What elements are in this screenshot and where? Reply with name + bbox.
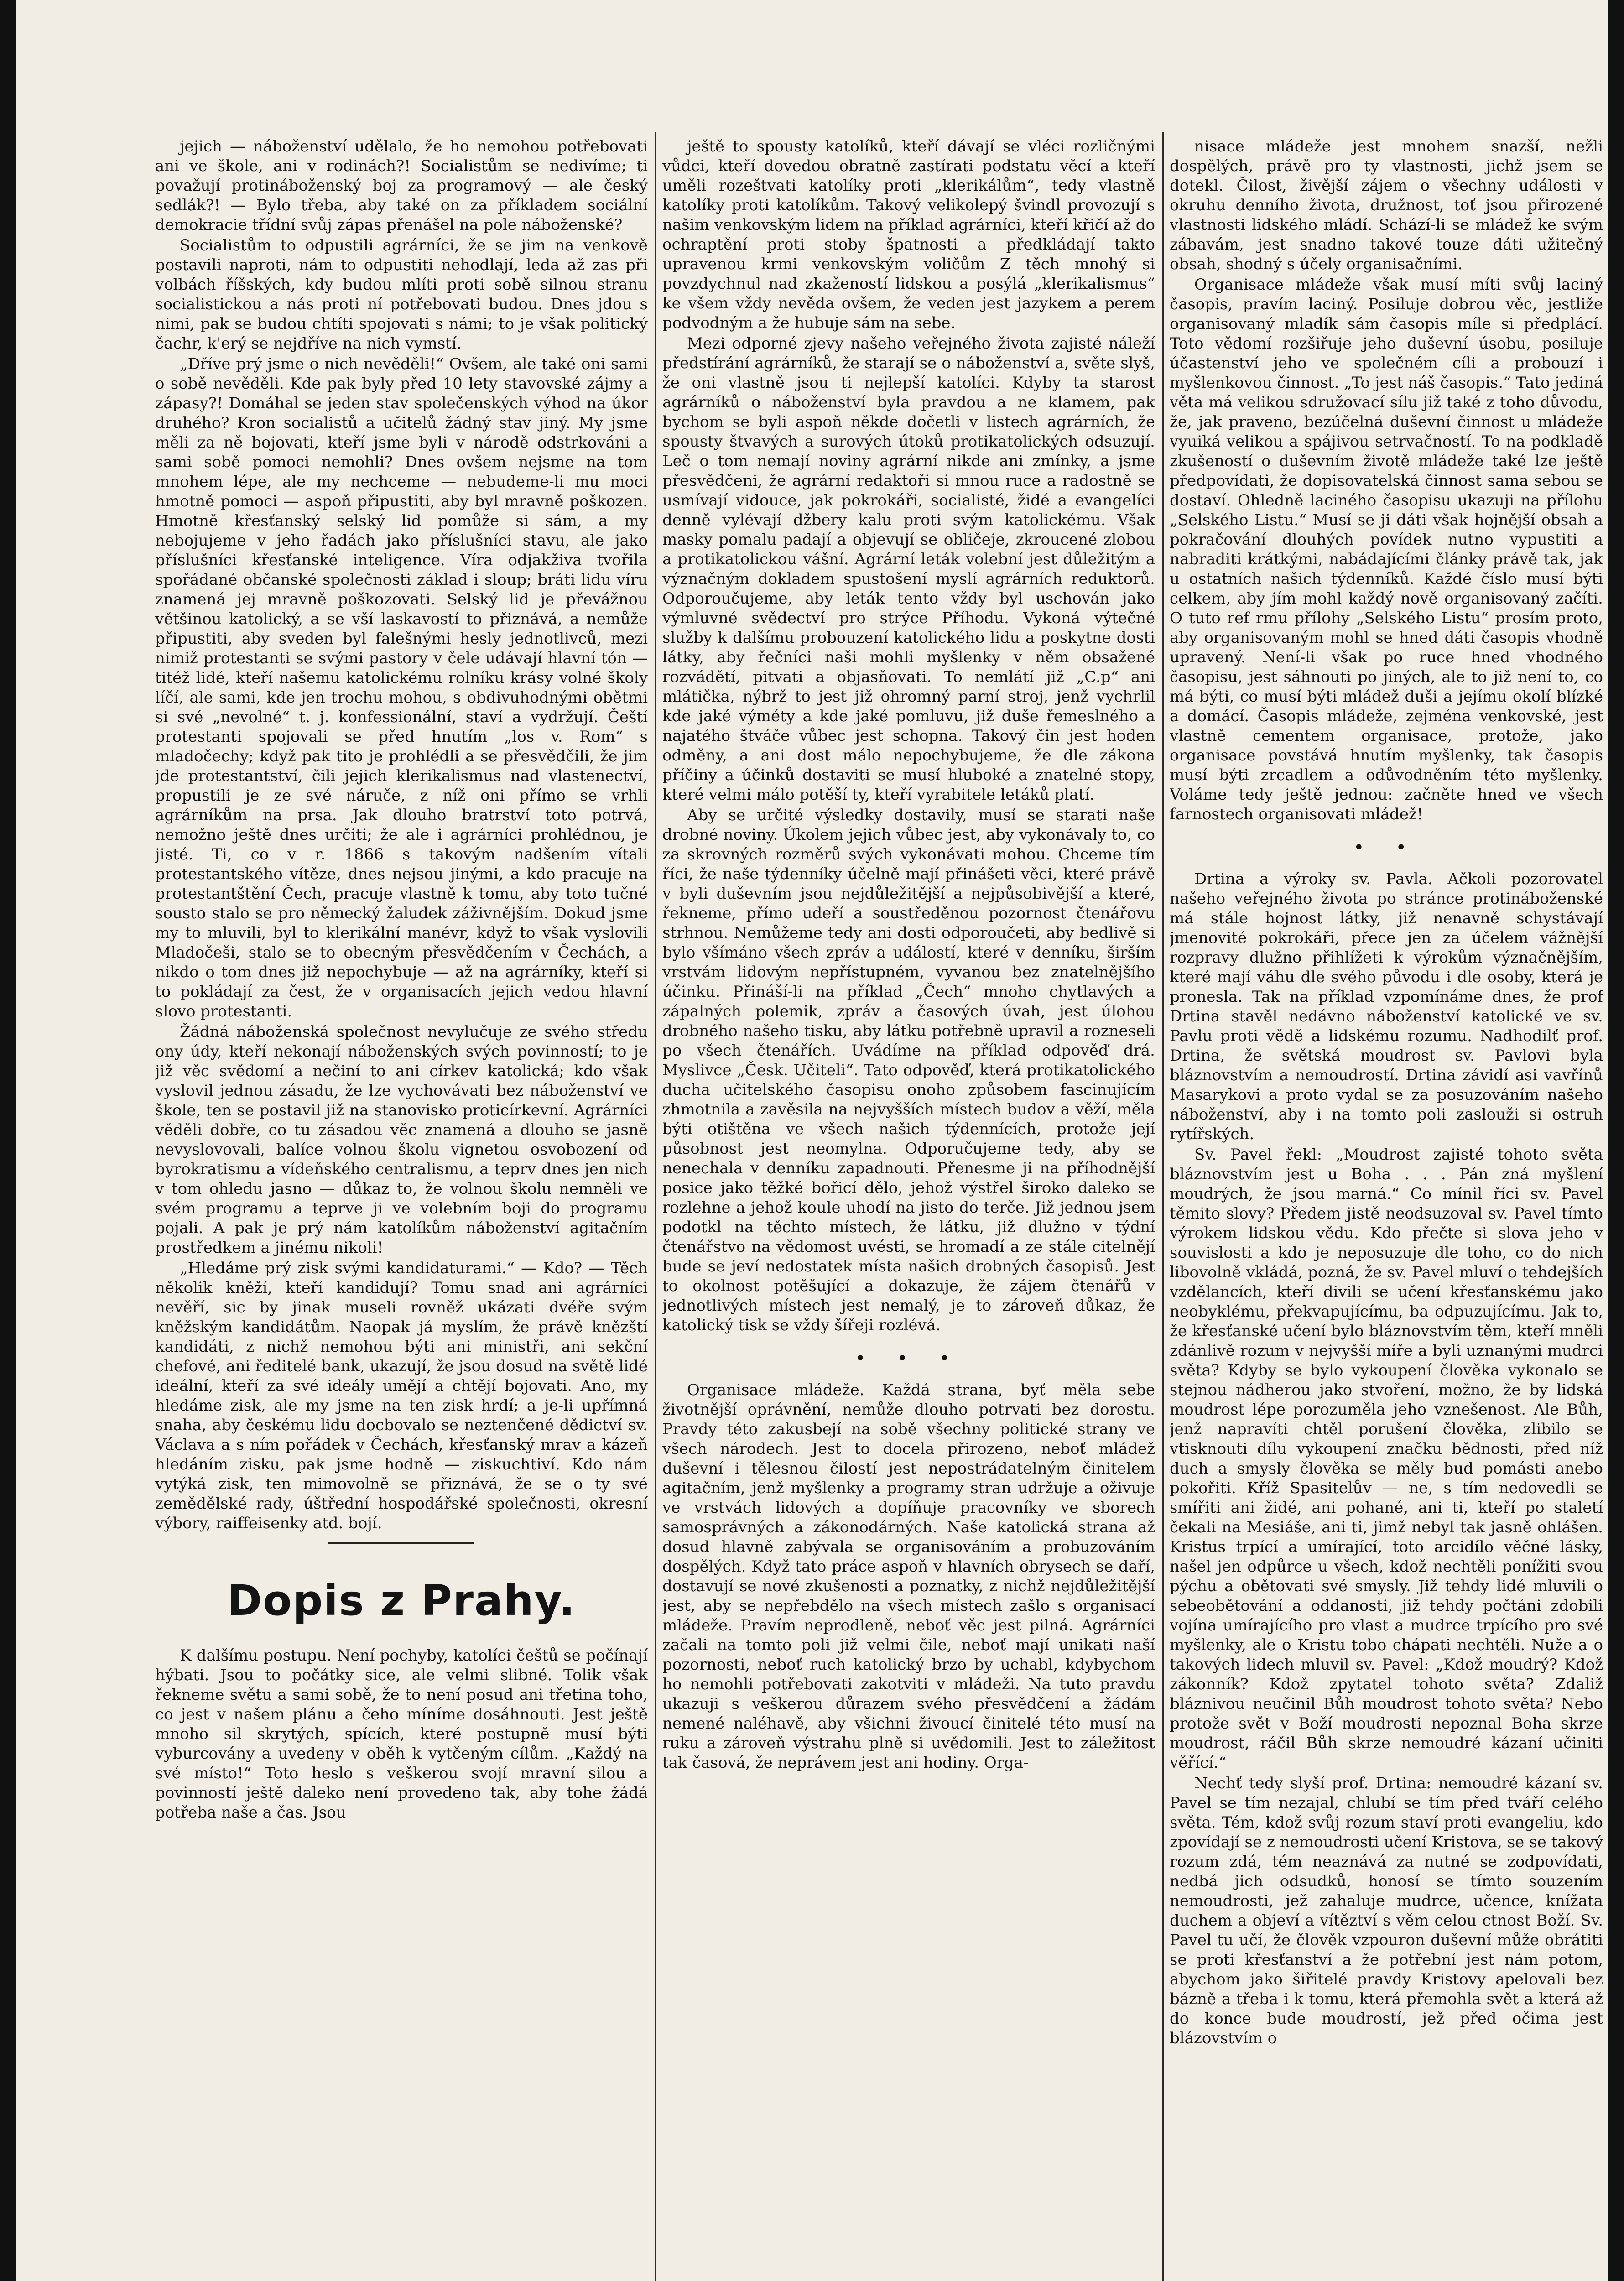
scan-edge-right xyxy=(1608,0,1624,2281)
section-divider xyxy=(328,1542,474,1544)
paragraph: Organisace mládeže. Každá strana, byť měla sebe životnější oprávnění, nemůže dlouho potrvati bez dorostu. Pravdy této zakusbejí na sobě všechny politické strany ve všech národech. Jest to docela přirozeno, neboť mládež duševní i tělesnou čilostí jest nepostrádatelným činitelem agitačním, jenž myšlenky a programy stran udržuje a oživuje ve vrstvách lidových a dopíňuje pracovníky ve sborech samosprávných a zákonodárných. Naše katolická strana až dosud hlavně zabývala se organisováním a probuzováním dospělých. Když tato práce aspoň v hlavních obrysech se daří, dostavují se nové zkušenosti a poznatky, z nichž nejdůležitější jest, aby se nepřebdělo na všech místech zašlo s organisací mládeže. Pravím neprodleně, neboť věc jest pilná. Agrárníci začali na tomto poli již velmi čile, neboť mají unikati naší pozornosti, neboť ruch katolický brzo by uchabl, kdybychom ho nemohli potřebovati zakotviti v mládeži. Na tuto pravdu ukazuji s veškerou důrazem svého přesvědčení a žádám nemené naléhavě, aby všichni živoucí činitelé této musí na ruku a zároveň výstrahu plně si uvědomili. Jest to záležitost tak časová, že neprávem jest ani hodiny. Orga- xyxy=(662,1381,1155,1772)
paragraph: Aby se určité výsledky dostavily, musí se starati naše drobné noviny. Úkolem jejich vůbec jest, aby vykonávaly to, co za skrovných rozměrů svých vykonávati mohou. Chceme tím říci, že naše týdenníky účelně mají přinášeti věci, které právě v byli duševním jsou nejdůležitější a nejpůsobivější a které, řekneme, přímo udeří a soustředěnou pozornost čtenářovu strhnou. Nemůžeme tedy ani dosti odporoučeti, aby bedlivě si bylo všímáno všech zpráv a událostí, které v denníku, širším vrstvám lidovým nepřístupném, vyvanou bez znatelnějšího účinku. Přináší-li na příklad „Čech“ mnoho chytlavých a zápalných polemik, zpráv a časových úvah, jest úlohou drobného našeho tisku, aby látku potřebně upravil a rozneseli po všech čtenářích. Uvádíme na příklad odpověď drá. Myslivce „Česk. Učiteli“. Tato odpověď, která protikatolického ducha učitelského časopisu onoho způsobem fascinujícím zhmotnila a zavěsila na nejvyšších místech budov a věží, měla býti otištěna ve všech našich týdennících, protože její působnost jest neomylna. Odporučujeme tedy, aby se nenechala v denníku zapadnouti. Přenesme ji na příhodnější posice jako těžké bořicí dělo, jehož výstřel široko daleko se rozlehne a jehož koule uhodí na jisto do terče. Již jednou jsem podotkl na těchto místech, že látku, již dlužno v týdní čtenářstvo na vědomost uvésti, se hromadí a ze stále citelnějí bude se jeví nedostatek místa našich drobných časopisů. Jest to okolnost potěšující a dokazuje, že zájem čtenářů v jednotlivých místech jest nemalý, je to zároveň důkaz, že katolický tisk se vždy šířeji rozlévá. xyxy=(662,806,1155,1334)
paragraph: nisace mládeže jest mnohem snazší, nežli dospělých, právě pro ty vlastnosti, jichž jsem se dotekl. Čilost, živější zájem o všechny události v okruhu denního života, družnost, toť jsou přirozené vlastnosti lidského mládí. Schází-li se mládež ke svým zábavám, jest snadno takové touze dáti užitečný obsah, shodný s účely organisačními. xyxy=(1170,137,1603,273)
column-rule xyxy=(1162,132,1164,2281)
paragraph: jejich — náboženství udělalo, že ho nemohou potřebovati ani ve škole, ani v rodinách?! Socialistům se nedivíme; ti považují protináboženský boj za programový — ale český sedlák?! — Bylo třeba, aby také on za příkladem sociální demokracie třídní svůj zápas přenášel na pole náboženské? xyxy=(155,137,648,234)
paragraph: „Hledáme prý zisk svými kandidaturami.“ — Kdo? — Těch několik kněží, kteří kandidují? Tomu snad ani agrárníci nevěří, sic by jinak museli rovněž ukázati dvéře svým kněžským kandidátům. Naopak já myslím, že právě knězští kandidáti, z nichž nemohou býti ani ministři, ani sekční chefové, ani ředitelé bank, ukazují, že jsou dosud na světě lidé ideální, kteří za své ideály umějí a chtějí bojovati. Ano, my hledáme zisk, ale my jsme na ten zisk hrdí; a je-li upřímná snaha, aby českému lidu docbovalo se neztenčené dědictví sv. Václava a s ním pořádek v Čechách, křesťanský mrav a kázeň hledáním zisku, pak jsme hodně — ziskuchtiví. Kdo nám vytýká zisk, ten mimovolně se přiznává, že se o ty své zemědělské rady, úštřední hospodářské společnosti, okresní výbory, raiffeisenky atd. bojí. xyxy=(155,1259,648,1532)
paragraph: Sv. Pavel řekl: „Moudrost zajisté tohoto světa bláznovstvím jest u Boha . . . Pán zná myšlení moudrých, že jsou marná.“ Co mínil říci sv. Pavel těmito slovy? Předem jistě neodsuzoval sv. Pavel tímto výrokem lidskou vědu. Kdo přečte si slova jeho v souvislosti a kdo je neposuzuje dle toho, co do nich libovolně vkládá, pozná, že sv. Pavel mluví o tehdejších vzdělancích, kteří divili se učení křesťanskému jako neobyklému, překvapujícímu, ba odpuzujícímu. Jak to, že křesťanské učení bylo bláznovstvím těm, kteří mněli zdánlivě rozum v nejvyšší míře a byli uznanými mudrci světa? Kdyby se bylo vykoupení člověka vykonalo se stejnou nádherou jako stvoření, možno, že by lidská moudrost lépe porozuměla jeho vznešenost. Ale Bůh, jenž napravíti chtěl porušení člověka, zlibilo se vtisknouti dílu vykoupení značku bědnosti, před níž duch a smysly člověka se měly bud pomásti anebo pokořiti. Kříž Spasitelův — ne, s tím nedovedli se smířiti ani židé, ani pohané, ani ti, kteří po staletí čekali na Mesiáše, ani ti, jimž nebyl tak jasně ohlášen. Kristus trpící a umírající, toto arcidílo věčné lásky, našel jen odpůrce u všech, kdož nechtěli ponížiti svou pýchu a obětovati své smysly. Již tehdy lidé mluvili o sebeobětování a oddanosti, již tehdy počtáni zdobili vojína umírajícího pro vlast a mudrce trpícího pro své myšlenky, ale o Kristu tobo chápati nechtěli. Nuže a o takových lidech mluvil sv. Pavel: „Kdož moudrý? Kdož zákonník? Kdož zpytatel tohoto světa? Zdaliž bláznivou neučinil Bůh moudrost tohoto světa? Nebo protože svět v Boží moudrosti nepoznal Boha skrze moudrost, ráčil Bůh skrze nemoudré kázaní učiniti věřící.“ xyxy=(1170,1146,1603,1772)
column-right xyxy=(1170,137,1603,2281)
paragraph: Nechť tedy slyší prof. Drtina: nemoudré kázaní sv. Pavel se tím nezajal, chlubí se tím před tváří celého světa. Tém, kdož svůj rozum staví proti evangeliu, kdo zpovídají se z nemoudrosti učení Kristova, se se takový rozum zdá, tém neaznává za nutné se zodpovídati, nedbá jich odsudků, honosí se tímto souzením nemoudrosti, jež zahaluje mudrce, učence, knížata duchem a objeví a vítěztví s věm celou ctnost Boží. Sv. Pavel tu učí, že člověk vzpouron duševní může obrátiti se proti křesťanství a že potřební jest nám potom, abychom jako šiřitelé pravdy Kristovy apelovali bez bázně a třeba i k tomu, která přemohla svět a která až do konce bude moudrostí, jež před očima jest blázovstvím o xyxy=(1170,1774,1603,2047)
paragraph: Žádná náboženská společnost nevylučuje ze svého středu ony údy, kteří nekonají náboženských svých povinností; to je již věc svědomí a nečiní to ani církev katolická; kdo však vyslovil jednou zásadu, že lze vychovávati bez náboženství ve škole, ten se postavil již na stanovisko proticírkevní. Agrárníci věděli dobře, co tu zásadou věc znamená a dlouho se jasně nevyslovovali, balíce volnou školu vignetou osvobození od byrokratismu a vídeňského centralismu, a teprv dnes jen nich v tom ohledu jasno — důkaz to, že volnou školu nemněli ve svém programu a teprve ji ve volebním boji do programu pojali. A pak je prý nám katolíkům náboženství agitačním prostředkem a jinému nikoli! xyxy=(155,1023,648,1257)
scan-edge-left xyxy=(0,0,16,2281)
paragraph: Organisace mládeže však musí míti svůj laciný časopis, pravím laciný. Posiluje dobrou věc, jestliže organisovaný mladík sám časopis míle si předplácí. Toto vědomí rozšiřuje jeho duševní úsobu, posiluje účastenství jeho ve společném cíli a probouzí i myšlenkovou činnost. „To jest náš časopis.“ Tato jediná věta má velikou sdružovací sílu již také z toho důvodu, že, jak praveno, bezúčelná duševní činnost u mládeže vyuiká velikou a spájivou setrvačností. To na podkladě zkušeností o duševním životě mládeže také lze ještě předpovídati, že dopisovatelská činnost sama sebou se dostaví. Ohledně laciného časopisu ukazuji na přílohu „Selského Listu.“ Musí se ji dáti však hojnější obsah a pokračování dlouhých povídek nutno vypustiti a nabraditi krátkými, nabádajícími články právě tak, jak u ostatních našich týdenníků. Každé číslo musí býti celkem, aby jím mohl každý nově organisovaný začíti. O tuto ref rmu přílohy „Selského Listu“ prosím proto, aby organisovaným mohl se hned dáti časopis vhodně upravený. Není-li však po ruce hned vhodného časopisu, jest sáhnouti po jiných, ale to již není to, co má býti, co musí býti mládež duši a jejímu okolí blízké a domácí. Časopis mládeže, zejména venkovské, jest vlastně cementem organisace, protože, jako organisace povstává hnutím myšlenky, tak časopis musí býti zrcadlem a odůvodněním této myšlenky. Voláme tedy ještě jednou: začněte hned ve všech farnostech organisovati mládež! xyxy=(1170,276,1603,823)
paragraph: ještě to spousty katolíků, kteří dávají se vléci rozličnými vůdci, kteří dovedou obratně zastírati podstatu věcí a kteří uměli rozeštvati katolíky proti „klerikálům“, tedy vlastně katolíky proti katolíkům. Takový velikolepý švindl provozují s našim venkovským lidem na příklad agrárníci, kteří křičí až do ochraptění proti stoby špatnosti a předkládají takto upravenou krmi venkovským voličům Z těch mnohý si povzdychnul nad zkažeností lidskou a posýlá „klerikalismus“ ke všem vždy nevěda ovšem, že veden jest jazykem a perem podvodným a že hubuje sám na sebe. xyxy=(662,137,1155,332)
paragraph: K dalšímu postupu. Není pochyby, katolíci češtů se počínají hýbati. Jsou to počátky sice, ale velmi slibné. Tolik však řekneme světu a sami sobě, že to není posud ani třetina toho, co jest v našem plánu a čeho míníme dosáhnouti. Jest ještě mnoho sil skrytých, spících, které postupně musí býti vyburcovány a uvedeny v oběh k vytčeným cílům. „Každý na své místo!“ Toto heslo s veškerou svojí mravní silou a povinností ještě daleko není provedeno tak, aby tohe žádá potřeba naše a čas. Jsou xyxy=(155,1646,648,1822)
column-rule xyxy=(655,132,656,2281)
column-left xyxy=(155,137,648,2281)
column-middle xyxy=(662,137,1155,2281)
article-heading: Dopis z Prahy. xyxy=(227,1576,576,1625)
paragraph: Socialistům to odpustili agrárníci, že se jim na venkově postavili naproti, nám to odpustiti nehodlají, leda až zas při volbách říšských, kdy budou mlíti proti sobě silnou stranu socialistickou a nás proti ní potřebovati budou. Dnes jdou s nimi, pak se budou chtíti spojovati s námi; to je však politický čachr, k'erý se nejdříve na nich vymstí. xyxy=(155,236,648,353)
section-separator-dots: • • • xyxy=(854,1348,963,1369)
paragraph: Drtina a výroky sv. Pavla. Ačkoli pozorovatel našeho veřejného života po stránce protináboženské má stále hojnost látky, již nenavně schystávají jmenovité pokrokáři, přece jen za účelem vážnější rozpravy dlužno přihlížeti k výrokům význačnějším, které mají váhu dle svého původu i dle osoby, která je pronesla. Tak na příklad vzpomínáme dnes, že prof Drtina stavěl nedávno náboženství katolické ve sv. Pavlu proti vědě a lidskému rozumu. Nadhodilť prof. Drtina, že světská moudrost sv. Pavlovi byla bláznovstvím a nemoudrostí. Drtina závidí asi vavřínů Masarykovi a proto vydal se za posuzováním našeho náboženství, aby i na tomto poli zaslouži si ostruh rytířských. xyxy=(1170,870,1603,1143)
paragraph: Mezi odporné zjevy našeho veřejného života zajisté náleží předstírání agrárníků, že starají se o náboženství a, světe slyš, že oni vlastně jsou ti nejlepší katolíci. Kdyby ta starost agrárníků o náboženství byla pravdou a ne klamem, pak bychom se byli aspoň někde dočetli v listech agrárních, že spousty štvavých a surových útoků protikatolických odsuzují. Leč o tom nemají noviny agrární nikde ani zmínky, a jsme přesvědčeni, že agrární redaktoři si mnou ruce a radostně se usmívají vidouce, jak pokrokáři, socialisté, židé a evangelíci denně vylévají džbery kalu proti svým katolickému. Však masky pomalu padají a objevují se obličeje, zkroucené zlobou a protikatolickou vášní. Agrární leták volební jest důležitým a význačným dokladem spustošení myslí agrárních reduktorů. Odporoučujeme, aby leták tento vždy byl uschován jako výmluvné svědectví pro strýce Příhodu. Vykoná výtečné služby k dalšímu probouzení katolického lidu a poskytne dosti látky, aby řečníci naši mohli myšlenky v něm obsažené rozvádětí, pitvati a objasňovati. To nemlátí již „C.p“ ani mlátička, nýbrž to jest již ohromný parní stroj, jenž vychrlil kde jaké výméty a kde jaké pomluvu, již duše řemeslného a najatého štváče vůbec jest schopna. Takový čin jest hoden odměny, a ani dost málo nepochybujeme, že dle zákona příčiny a účinků dostaviti se musí hluboké a znatelné stopy, které velmi málo potěší ty, kteří vyrabitele letáků platí. xyxy=(662,334,1155,804)
section-separator-dots: • • xyxy=(1353,837,1419,858)
paragraph: „Dříve prý jsme o nich nevěděli!“ Ovšem, ale také oni sami o sobě nevěděli. Kde pak byly před 10 lety stavovské zájmy a zápasy?! Domáhal se jeden stav společenských výhod na úkor druhého? Kron socialistů a učitelů žádný stav jiný. My jsme měli za ně bojovati, kteří jsme byli v národě odstrkováni a sami sobě pomoci nemohli? Dnes ovšem nejsme na tom mnohem lépe, ale my nechceme — nebudeme-li mu moci hmotně pomoci — aspoň připustiti, aby byl mravně poškozen. Hmotně křesťanský selský lid pomůže si sám, a my nebojujeme v jeho řadách jako příslušníci stavu, ale jako příslušníci křesťanské inteligence. Víra odjakživa tvořila spořádané občanské společnosti základ i sloup; bráti lidu víru znamená jej mravně poškozovati. Selský lid je převážnou většinou katolický, a se vší laskavostí to přiznává, a nemůže připustiti, aby sveden byl falešnými hesly jednotlivců, mezi nimiž protestanti se svými pastory v čele udávají hlavní tón — titéž lidé, kteří našemu katolickému rolníku krásy volné školy líčí, ale sami, kde jen trochu mohou, s obdivuhodnými obětmi si své „nevolné“ t. j. konfessionální, staví a vydržují. Čeští protestanti spojovali se před hnutím „los v. Rom“ s mladočechy; když pak tito je prohlédli a se přesvědčili, že jim jde protestantství, čili jejich klerikalismus nad vlastenectví, propustili je ze své náruče, z níž oni přímo se vrhli agrárníkům na prsa. Jak dlouho bratrství toto potrvá, nemožno ještě dnes určiti; že ale i agrárníci prohlédnou, je jisté. Ti, co v r. 1866 s takovým nadšením vítali protestantského vítěze, dnes nejsou jinými, a kdo pracuje na protestantštění Čech, pracuje vlastně k tomu, aby toto tučné sousto stalo se pro německý žaludek záživnějším. Dokud jsme my to mluvili, byl to klerikální manévr, když to však vyslovili Mladočeši, stalo se to obecným přesvědčením v Čechách, a nikdo o tom dnes již nepochybuje — až na agrárníky, kteří si to pokládají za čest, že v organisacích jejich vedou hlavní slovo protestanti. xyxy=(155,355,648,1021)
